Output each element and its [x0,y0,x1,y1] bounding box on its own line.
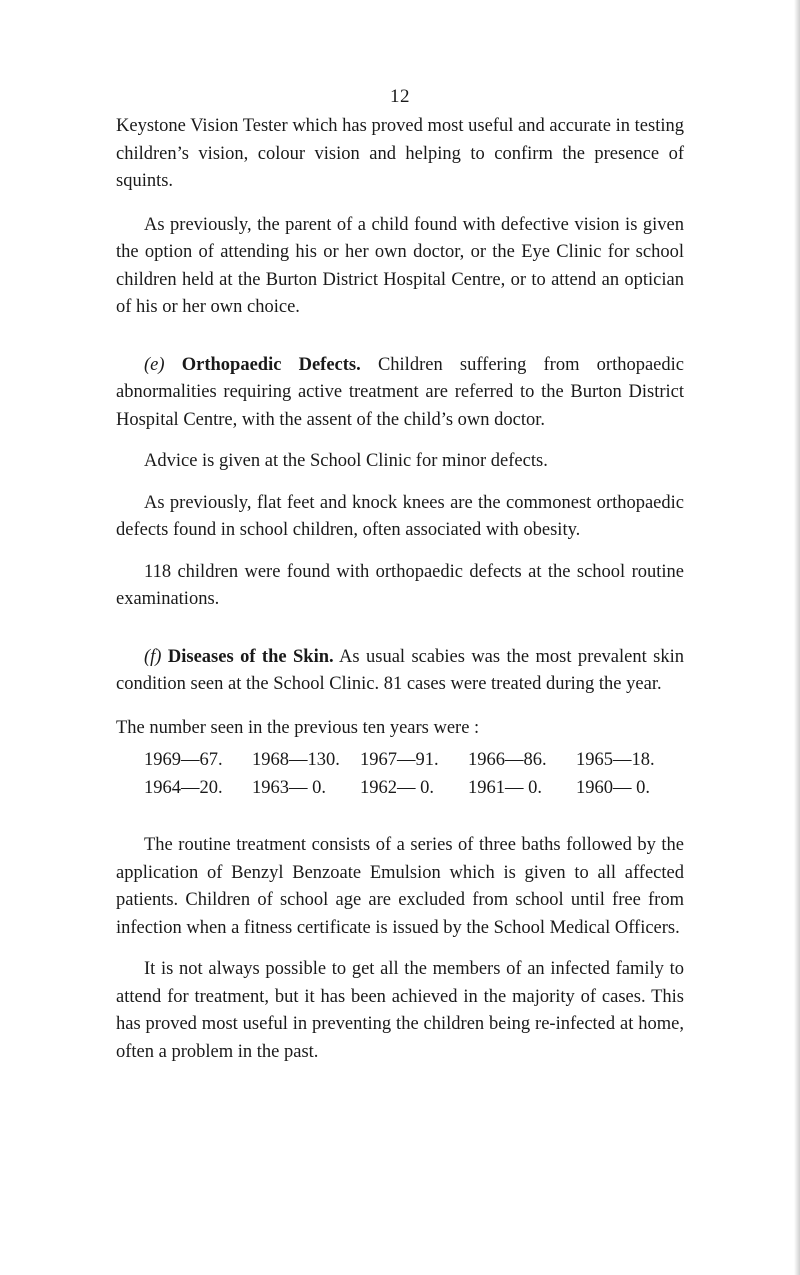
paragraph-defective-vision: As previously, the parent of a child found with defective vision is given the option of attending his or her own doctor, or the Eye Clinic for school children held at the Burton District Hospital Centre, or to attend an optician of his or her own choice. [116,214,684,317]
paragraph-previous-years: The number seen in the previous ten years were : [116,717,480,738]
year-entry: 1968—130. [252,750,340,770]
year-entry: 1960— 0. [576,778,650,798]
year-entry: 1961— 0. [468,778,542,798]
section-heading-orthopaedic: Orthopaedic Defects. [181,354,361,375]
section-heading-skin: Diseases of the Skin. [167,646,334,667]
section-text-orthopaedic: Children suffering from orthopaedic abnormalities requiring active treatment are referred to the Burton District Hospital Centre, with the assent of the child’s own doctor. [116,354,684,430]
paragraph-vision-tester: Keystone Vision Tester which has proved most useful and accurate in testing children’s vision, colour vision and helping to confirm the presence of squints. [116,116,684,191]
paragraph-routine-treatment: The routine treatment consists of a series of three baths followed by the application of Benzyl Benzoate Emulsion which is given to all affected patients. Children of school age are excluded from school until free from infection when a fitness certificate is issued by the School Medical Officers. [116,835,684,938]
year-entry: 1963— 0. [252,778,326,798]
year-entry: 1962— 0. [360,778,434,798]
section-text-skin: As usual scabies was the most prevalent skin condition seen at the School Clinic. 81 cases were treated during the year. [116,646,685,694]
section-skin-diseases [116,644,684,699]
scabies-years-list [116,746,684,802]
paragraph-minor-defects: Advice is given at the School Clinic for minor defects. [144,451,548,471]
years-row-2 [116,774,684,802]
section-orthopaedic-defects [116,352,684,435]
year-entry: 1964—20. [144,778,223,798]
paragraph-infected-family: It is not always possible to get all the members of an infected family to attend for treatment, but it has been achieved in the majority of cases. This has proved most useful in preventing the children being re-infected at home, often a problem in the past. [116,959,684,1062]
year-entry: 1965—18. [576,750,655,770]
page-number: 12 [390,86,410,107]
document-body [116,113,684,1066]
section-marker-f: (f) [144,646,162,667]
paragraph-flat-feet: As previously, flat feet and knock knees are the commonest orthopaedic defects found in school children, often associated with obesity. [116,492,684,540]
section-marker-e: (e) [144,354,165,375]
year-entry: 1966—86. [468,750,547,770]
year-entry: 1969—67. [144,750,223,770]
paragraph-118-children: 118 children were found with orthopaedic defects at the school routine examinations. [116,561,684,609]
scan-edge-shadow [794,0,800,1275]
year-entry: 1967—91. [360,750,439,770]
years-row-1 [116,746,684,774]
